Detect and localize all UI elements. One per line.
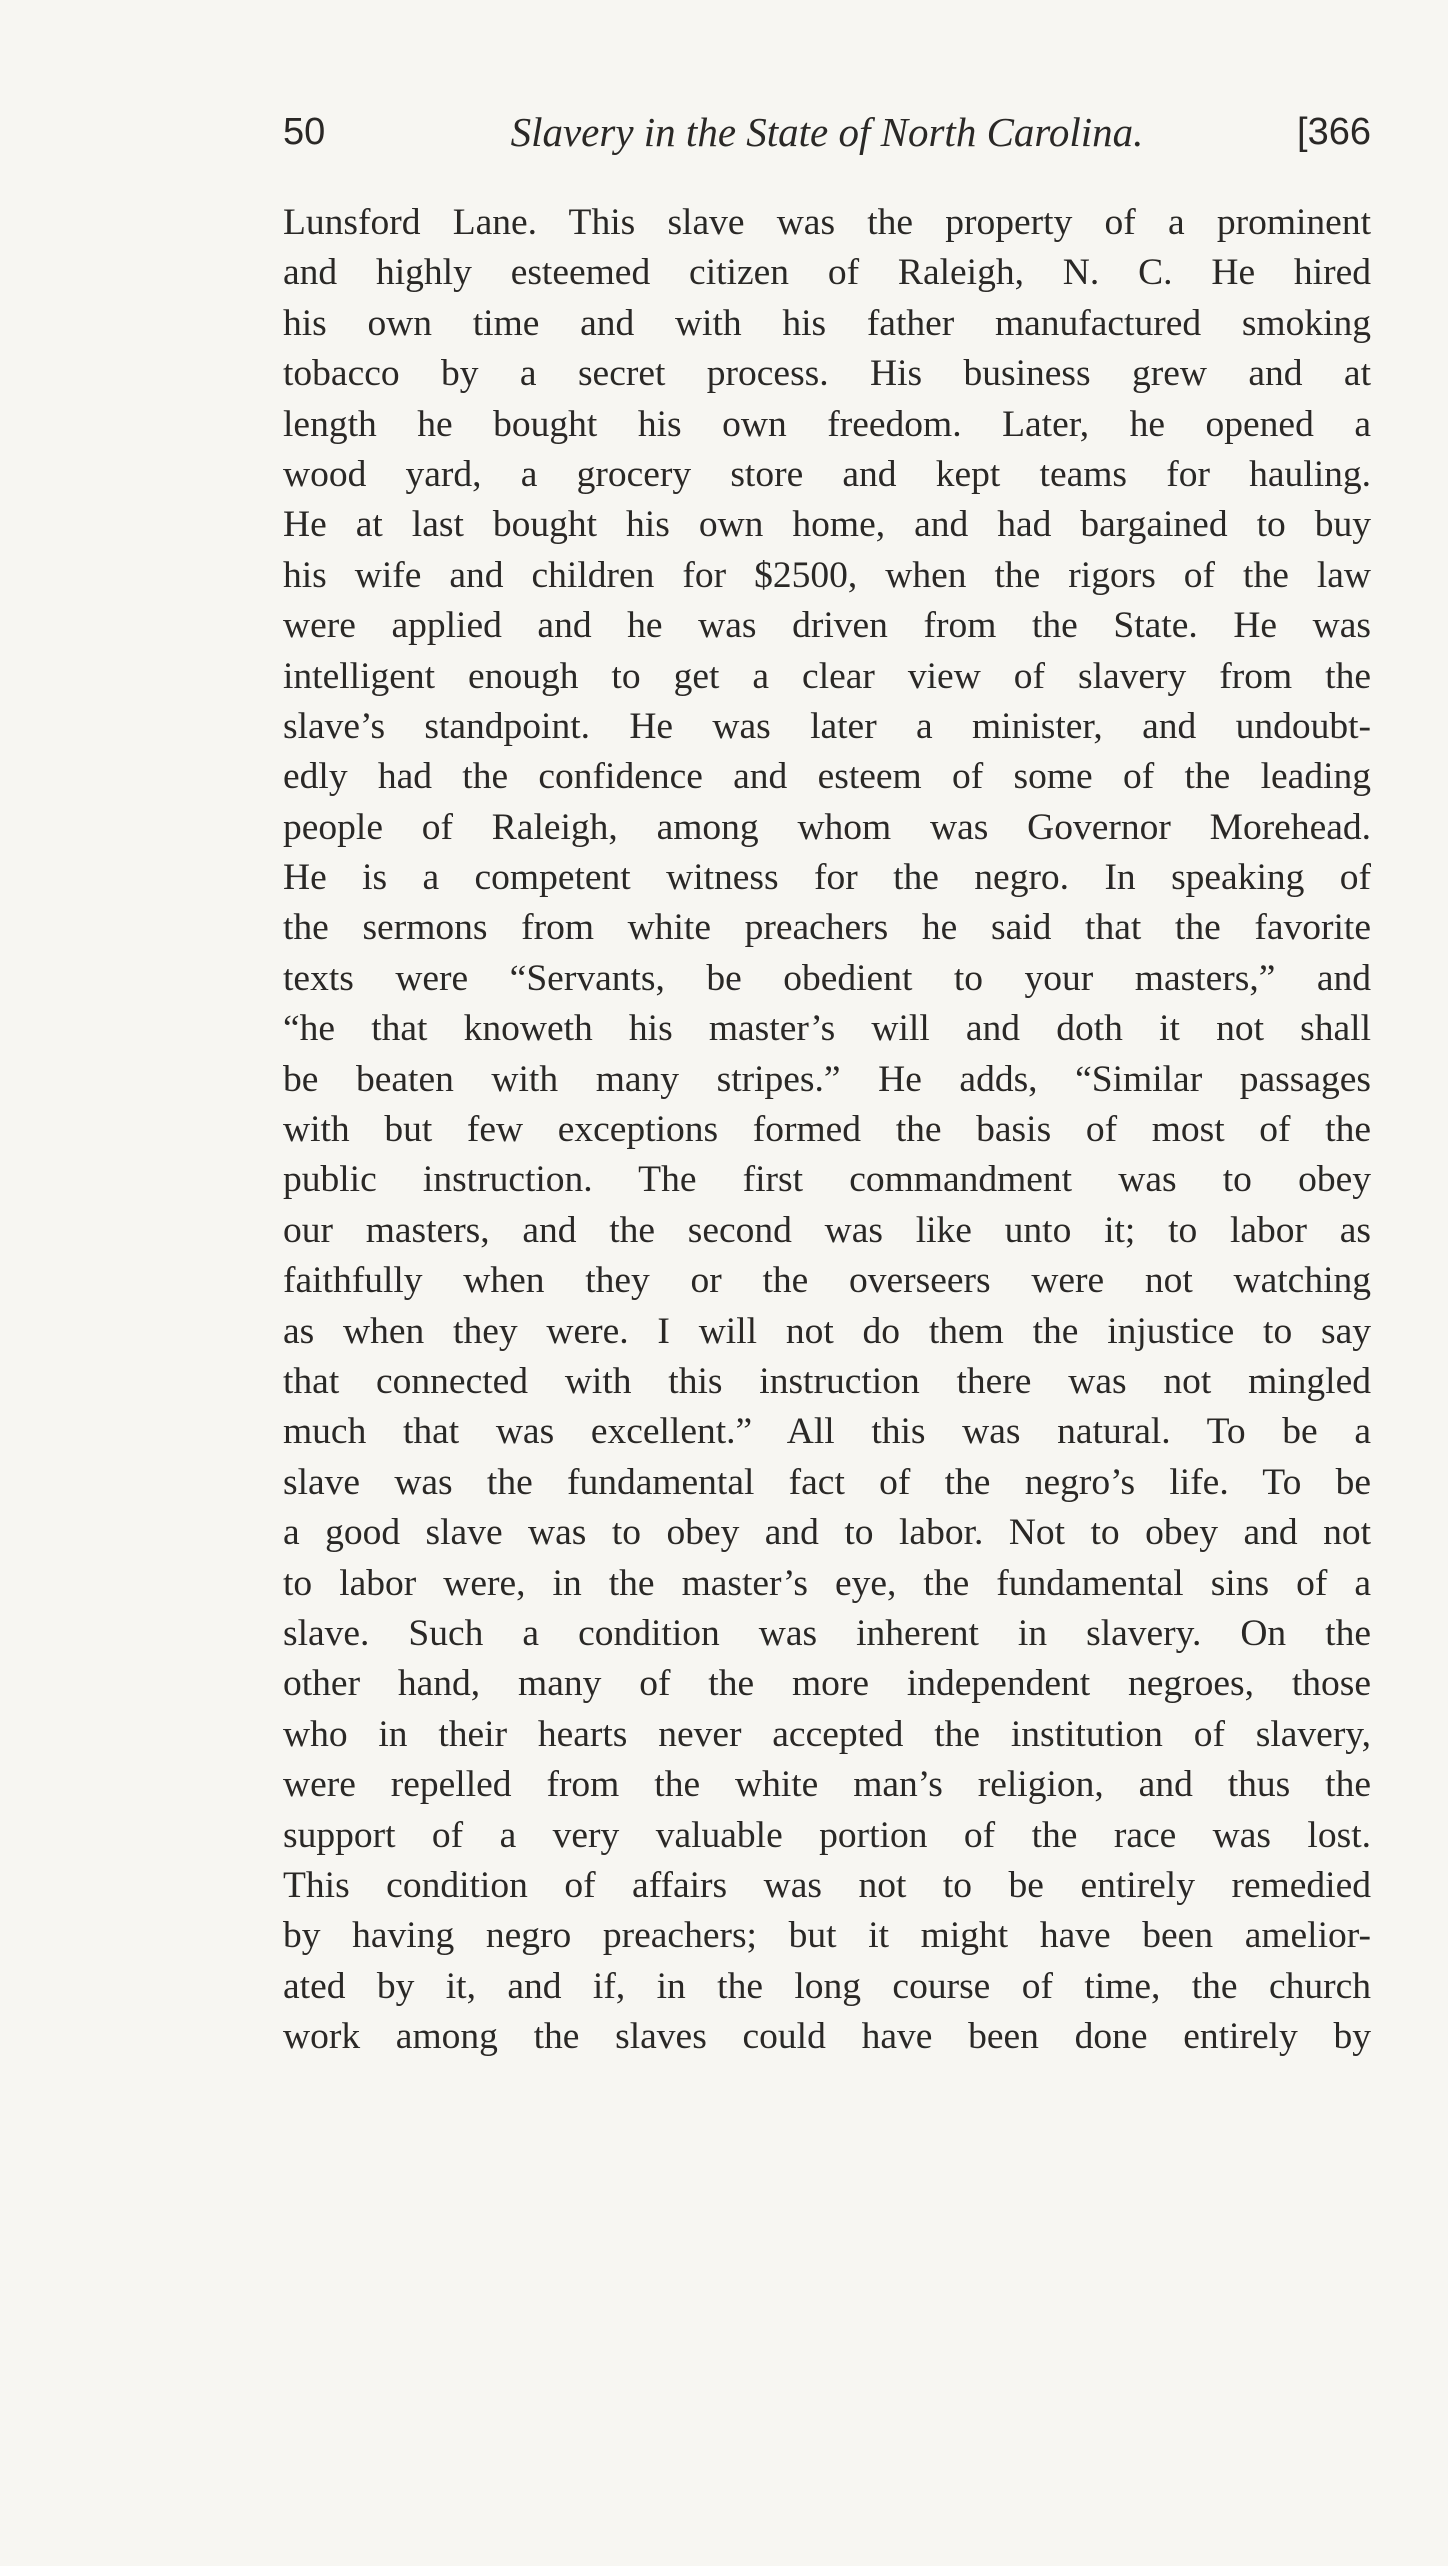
page-header — [283, 102, 1371, 162]
text-line: by having negro preachers; but it might have been amelior- — [283, 1915, 1371, 1957]
text-line: our masters, and the second was like unto it; to labor as — [283, 1209, 1371, 1251]
text-line: who in their hearts never accepted the institution of slavery, — [283, 1713, 1371, 1755]
text-line: This condition of affairs was not to be entirely remedied — [283, 1864, 1371, 1906]
text-line: intelligent enough to get a clear view of slavery from the — [283, 655, 1371, 697]
text-line: as when they were. I will not do them the injustice to say — [283, 1310, 1371, 1352]
text-line: faithfully when they or the overseers were not watching — [283, 1260, 1371, 1302]
text-line: were repelled from the white man’s religion, and thus the — [283, 1764, 1371, 1806]
text-line: to labor were, in the master’s eye, the fundamental sins of a — [283, 1562, 1371, 1604]
text-line: ated by it, and if, in the long course of time, the church — [283, 1965, 1371, 2007]
text-line: that connected with this instruction there was not mingled — [283, 1360, 1371, 1402]
text-line: work among the slaves could have been done entirely by — [283, 2016, 1371, 2058]
text-line: Lunsford Lane. This slave was the property of a prominent — [283, 202, 1371, 243]
text-line: other hand, many of the more independent negroes, those — [283, 1663, 1371, 1705]
text-line: wood yard, a grocery store and kept teams for hauling. — [283, 453, 1371, 495]
text-line: tobacco by a secret process. His business grew and at — [283, 353, 1371, 395]
text-line: support of a very valuable portion of the race was lost. — [283, 1814, 1371, 1856]
page-number: 50 — [283, 111, 326, 153]
text-line: his own time and with his father manufactured smoking — [283, 302, 1371, 344]
text-line: the sermons from white preachers he said that the favorite — [283, 907, 1371, 949]
text-line: people of Raleigh, among whom was Governor Morehead. — [283, 806, 1371, 848]
text-line: his wife and children for $2500, when the rigors of the law — [283, 554, 1371, 596]
text-line: slave was the fundamental fact of the negro’s life. To be — [283, 1461, 1371, 1503]
text-line: He at last bought his own home, and had bargained to buy — [283, 504, 1371, 546]
text-line: a good slave was to obey and to labor. Not to obey and not — [283, 1512, 1371, 1554]
text-line: “he that knoweth his master’s will and doth it not shall — [283, 1008, 1371, 1050]
text-line: He is a competent witness for the negro. In speaking of — [283, 857, 1371, 899]
text-line: were applied and he was driven from the State. He was — [283, 605, 1371, 647]
text-line: texts were “Servants, be obedient to your masters,” and — [283, 957, 1371, 999]
text-line: slave. Such a condition was inherent in slavery. On the — [283, 1612, 1371, 1654]
text-line: much that was excellent.” All this was natural. To be a — [283, 1411, 1371, 1453]
body-text — [283, 198, 1371, 2062]
text-line: edly had the confidence and esteem of some of the leading — [283, 756, 1371, 798]
text-line: and highly esteemed citizen of Raleigh, N. C. He hired — [283, 252, 1371, 294]
section-marker: [366 — [1297, 111, 1371, 153]
text-line: slave’s standpoint. He was later a minister, and undoubt- — [283, 705, 1371, 747]
text-line: with but few exceptions formed the basis of most of the — [283, 1109, 1371, 1151]
text-line: be beaten with many stripes.” He adds, “Similar passages — [283, 1058, 1371, 1100]
text-line: public instruction. The first commandment was to obey — [283, 1159, 1371, 1201]
running-title: Slavery in the State of North Carolina. — [510, 109, 1144, 155]
text-line: length he bought his own freedom. Later, he opened a — [283, 403, 1371, 445]
